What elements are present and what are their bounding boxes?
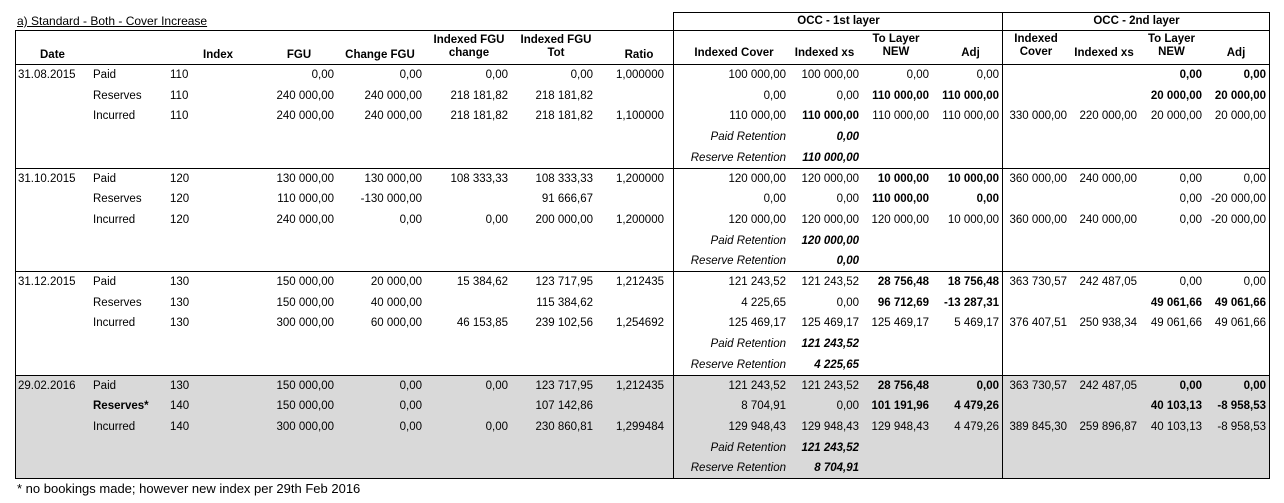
table-cell-index: 130	[170, 276, 190, 288]
table-cell-l2-indexed-cover: 376 407,51	[1009, 317, 1067, 330]
table-cell-indexed-fgu-tot: 123 717,95	[535, 276, 593, 288]
table-cell-l1-indexed-xs: 121 243,52	[801, 276, 859, 288]
table-cell-change-fgu: 130 000,00	[364, 172, 422, 185]
table-cell-index: 130	[170, 379, 190, 392]
retention-label: Paid Retention	[710, 441, 786, 454]
table-cell-l1-indexed-cover: 125 469,17	[728, 317, 786, 330]
col-header-date: Date	[40, 49, 65, 61]
table-cell-change-fgu: 60 000,00	[370, 317, 422, 330]
table-cell-ratio: 1,200000	[616, 172, 664, 185]
table-cell-l1-indexed-cover: 0,00	[763, 89, 786, 102]
table-cell-l1-indexed-cover: 110 000,00	[729, 110, 786, 123]
table-cell-indexed-fgu-tot: 218 181,82	[535, 110, 593, 123]
table-cell-indexed-fgu-tot: 200 000,00	[535, 213, 593, 226]
table-cell-l1-to-layer-new: 110 000,00	[872, 110, 929, 123]
table-cell-index: 120	[170, 172, 190, 185]
table-cell-fgu: 110 000,00	[277, 193, 334, 206]
table-cell-l1-indexed-xs: 121 243,52	[801, 379, 859, 392]
table-cell-l2-to-layer-new: 0,00	[1179, 193, 1202, 206]
table-cell-indexed-fgu-change: 46 153,85	[456, 317, 508, 330]
table-cell-l1-indexed-cover: 4 225,65	[741, 296, 786, 309]
table-cell-l2-adj: 0,00	[1243, 69, 1266, 81]
table-cell-indexed-fgu-change: 218 181,82	[450, 110, 508, 123]
table-cell-l1-adj: 18 756,48	[947, 276, 999, 288]
header-bottom-border	[15, 64, 1270, 65]
table-cell-l2-to-layer-new: 0,00	[1179, 213, 1202, 226]
occ2-left-border	[1002, 12, 1003, 478]
table-cell-l2-indexed-cover: 360 000,00	[1009, 172, 1067, 185]
table-cell-l2-indexed-cover: 363 730,57	[1009, 276, 1067, 288]
table-cell-l2-adj: -8 958,53	[1217, 420, 1266, 433]
table-cell-type: Incurred	[93, 110, 136, 123]
table-cell-ratio: 1,212435	[616, 276, 664, 288]
table-cell-ratio: 1,299484	[616, 420, 664, 433]
right-border	[1269, 12, 1270, 478]
table-cell-l1-indexed-xs: 100 000,00	[801, 69, 859, 81]
table-cell-l1-adj: 110 000,00	[942, 89, 999, 102]
table-cell-fgu: 0,00	[311, 69, 334, 81]
table-cell-l1-adj: 4 479,26	[954, 400, 999, 413]
table-cell-fgu: 300 000,00	[276, 317, 334, 330]
col-header-l1-adj: Adj	[961, 47, 980, 59]
col-header-l2-indexed-cover: Indexed Cover	[1014, 33, 1058, 58]
table-cell-indexed-fgu-change: 0,00	[485, 213, 508, 226]
table-cell-indexed-fgu-tot: 123 717,95	[535, 379, 593, 392]
table-cell-fgu: 150 000,00	[276, 400, 334, 413]
table-cell-l1-indexed-cover: 129 948,43	[728, 420, 786, 433]
table-cell-change-fgu: 0,00	[399, 213, 422, 226]
table-cell-change-fgu: 0,00	[399, 420, 422, 433]
table-cell-indexed-fgu-tot: 0,00	[570, 69, 593, 81]
table-cell-l1-adj: 0,00	[976, 193, 999, 206]
table-cell-l1-indexed-xs: 125 469,17	[801, 317, 859, 330]
retention-label: Reserve Retention	[690, 462, 786, 475]
table-cell-fgu: 130 000,00	[276, 172, 334, 185]
table-cell-change-fgu: 0,00	[399, 69, 422, 81]
table-cell-l1-indexed-xs: 0,00	[836, 255, 859, 268]
table-cell-l1-to-layer-new: 129 948,43	[871, 420, 929, 433]
table-cell-l1-indexed-cover: 120 000,00	[728, 172, 786, 185]
table-cell-type: Incurred	[93, 213, 136, 226]
table-cell-l1-indexed-xs: 110 000,00	[802, 110, 859, 123]
col-header-ratio: Ratio	[624, 49, 654, 61]
table-cell-index: 110	[170, 69, 189, 81]
table-cell-l1-indexed-xs: 120 000,00	[801, 234, 859, 247]
table-cell-indexed-fgu-change: 15 384,62	[456, 276, 508, 288]
table-cell-date: 31.08.2015	[18, 69, 76, 81]
table-cell-type: Reserves	[93, 296, 142, 309]
col-header-l1-indexed-cover: Indexed Cover	[694, 47, 774, 59]
table-cell-indexed-fgu-tot: 108 333,33	[535, 172, 593, 185]
table-cell-index: 140	[170, 400, 190, 413]
table-cell-l1-to-layer-new: 28 756,48	[877, 276, 929, 288]
table-cell-l1-to-layer-new: 110 000,00	[872, 193, 929, 206]
block-separator	[15, 271, 1270, 272]
occ1-left-border	[673, 12, 674, 478]
table-cell-l1-adj: 0,00	[976, 379, 999, 392]
table-cell-l2-to-layer-new: 20 000,00	[1150, 89, 1202, 102]
table-cell-l1-adj: 10 000,00	[947, 172, 999, 185]
table-cell-l2-adj: -20 000,00	[1211, 193, 1266, 206]
table-cell-indexed-fgu-change: 108 333,33	[450, 172, 508, 185]
table-cell-fgu: 150 000,00	[276, 379, 334, 392]
table-cell-indexed-fgu-tot: 230 860,81	[535, 420, 593, 433]
table-cell-change-fgu: 20 000,00	[370, 276, 422, 288]
table-cell-l1-indexed-xs: 0,00	[836, 131, 859, 144]
col-header-l2-to-layer-new: To Layer NEW	[1147, 33, 1196, 58]
table-cell-l1-indexed-cover: 0,00	[763, 193, 786, 206]
table-cell-change-fgu: 240 000,00	[364, 110, 422, 123]
table-cell-fgu: 240 000,00	[276, 213, 334, 226]
table-cell-l1-indexed-cover: 121 243,52	[728, 276, 786, 288]
table-cell-l2-to-layer-new: 0,00	[1179, 276, 1202, 288]
table-cell-l2-indexed-xs: 240 000,00	[1079, 172, 1137, 185]
block-separator	[15, 375, 1270, 376]
table-cell-l2-indexed-xs: 259 896,87	[1079, 420, 1137, 433]
table-cell-l2-to-layer-new: 0,00	[1179, 69, 1202, 81]
table-cell-l2-adj: 49 061,66	[1214, 317, 1266, 330]
table-cell-l2-to-layer-new: 0,00	[1179, 379, 1202, 392]
table-cell-l2-indexed-cover: 330 000,00	[1009, 110, 1067, 123]
table-cell-l1-to-layer-new: 125 469,17	[871, 317, 929, 330]
table-cell-date: 31.10.2015	[18, 172, 76, 185]
table-cell-l1-indexed-cover: 100 000,00	[728, 69, 786, 81]
table-cell-change-fgu: 0,00	[399, 379, 422, 392]
table-cell-l2-to-layer-new: 49 061,66	[1150, 296, 1202, 309]
table-cell-indexed-fgu-tot: 107 142,86	[535, 400, 593, 413]
table-cell-l1-to-layer-new: 10 000,00	[877, 172, 929, 185]
table-cell-fgu: 300 000,00	[276, 420, 334, 433]
table-cell-l1-to-layer-new: 101 191,96	[871, 400, 929, 413]
col-header-fgu: FGU	[286, 49, 312, 61]
table-cell-l1-indexed-xs: 4 225,65	[814, 358, 859, 371]
table-cell-l1-indexed-cover: 120 000,00	[728, 213, 786, 226]
retention-label: Reserve Retention	[690, 255, 786, 268]
table-cell-l1-to-layer-new: 0,00	[906, 69, 929, 81]
table-cell-l1-indexed-xs: 121 243,52	[801, 441, 859, 454]
table-cell-l2-adj: 49 061,66	[1214, 296, 1266, 309]
table-cell-type: Reserves*	[93, 400, 149, 413]
table-cell-indexed-fgu-change: 0,00	[485, 69, 508, 81]
table-cell-indexed-fgu-tot: 115 384,62	[536, 296, 593, 309]
table-cell-l1-indexed-xs: 0,00	[836, 193, 859, 206]
retention-label: Reserve Retention	[690, 151, 786, 164]
table-cell-l1-indexed-xs: 0,00	[836, 296, 859, 309]
table-cell-index: 110	[170, 110, 189, 123]
col-header-l1-to-layer-new: To Layer NEW	[872, 33, 920, 58]
group-header-occ1: OCC - 1st layer	[797, 15, 880, 27]
table-cell-change-fgu: 240 000,00	[364, 89, 422, 102]
table-cell-l2-to-layer-new: 0,00	[1179, 172, 1202, 185]
table-cell-l2-to-layer-new: 40 103,13	[1150, 420, 1202, 433]
table-cell-l2-indexed-xs: 242 487,05	[1079, 379, 1137, 392]
table-cell-type: Incurred	[93, 317, 136, 330]
table-cell-l2-adj: -20 000,00	[1211, 213, 1266, 226]
table-cell-type: Incurred	[93, 420, 136, 433]
table-cell-index: 140	[170, 420, 190, 433]
top-border-occ	[674, 12, 1270, 13]
table-cell-l1-adj: 110 000,00	[942, 110, 999, 123]
table-cell-l1-to-layer-new: 96 712,69	[877, 296, 929, 309]
table-cell-l2-adj: -8 958,53	[1217, 400, 1266, 413]
table-cell-ratio: 1,212435	[616, 379, 664, 392]
table-cell-l2-adj: 0,00	[1243, 276, 1266, 288]
col-header-indexed-fgu-tot: Indexed FGU Tot	[520, 34, 592, 59]
col-header-index: Index	[203, 49, 234, 61]
retention-label: Paid Retention	[710, 131, 786, 144]
table-cell-l1-indexed-xs: 120 000,00	[801, 213, 859, 226]
retention-label: Paid Retention	[710, 338, 786, 351]
table-cell-indexed-fgu-tot: 218 181,82	[535, 89, 593, 102]
table-cell-l1-adj: 0,00	[976, 69, 999, 81]
col-header-l1-indexed-xs: Indexed xs	[794, 47, 855, 59]
table-cell-type: Paid	[93, 379, 117, 392]
left-border	[15, 30, 16, 478]
retention-label: Paid Retention	[710, 234, 786, 247]
table-cell-indexed-fgu-tot: 91 666,67	[541, 193, 593, 206]
table-cell-l2-to-layer-new: 49 061,66	[1150, 317, 1202, 330]
table-cell-l1-adj: -13 287,31	[944, 296, 999, 309]
table-cell-l1-to-layer-new: 28 756,48	[877, 379, 929, 392]
table-cell-index: 130	[170, 296, 190, 309]
table-cell-l2-indexed-cover: 363 730,57	[1009, 379, 1067, 392]
table-cell-ratio: 1,100000	[616, 110, 664, 123]
table-cell-index: 120	[170, 213, 190, 226]
table-cell-change-fgu: 0,00	[399, 400, 422, 413]
table-cell-l1-indexed-xs: 121 243,52	[801, 338, 859, 351]
table-cell-index: 130	[170, 317, 190, 330]
table-cell-l2-indexed-xs: 242 487,05	[1079, 276, 1137, 288]
table-cell-change-fgu: -130 000,00	[360, 193, 422, 206]
table-cell-l1-indexed-xs: 0,00	[836, 89, 859, 102]
sheet-title: a) Standard - Both - Cover Increase	[17, 14, 208, 28]
table-cell-index: 120	[170, 193, 190, 206]
table-cell-date: 29.02.2016	[18, 379, 76, 392]
col-header-indexed-fgu-change: Indexed FGU change	[433, 34, 505, 59]
table-cell-type: Paid	[93, 276, 117, 288]
table-cell-fgu: 240 000,00	[276, 89, 334, 102]
table-cell-ratio: 1,200000	[616, 213, 664, 226]
table-cell-ratio: 1,000000	[616, 69, 664, 81]
table-cell-l1-adj: 5 469,17	[954, 317, 999, 330]
table-cell-l1-to-layer-new: 110 000,00	[872, 89, 929, 102]
table-cell-indexed-fgu-change: 0,00	[485, 420, 508, 433]
table-cell-index: 110	[170, 89, 189, 102]
table-cell-l1-adj: 4 479,26	[954, 420, 999, 433]
table-cell-l2-adj: 20 000,00	[1214, 110, 1266, 123]
table-cell-l2-adj: 0,00	[1243, 172, 1266, 185]
table-cell-l1-indexed-xs: 110 000,00	[802, 151, 859, 164]
table-cell-l1-to-layer-new: 120 000,00	[871, 213, 929, 226]
table-cell-l1-indexed-cover: 121 243,52	[728, 379, 786, 392]
table-cell-l2-adj: 0,00	[1243, 379, 1266, 392]
table-cell-fgu: 240 000,00	[276, 110, 334, 123]
table-cell-l1-indexed-xs: 8 704,91	[814, 462, 859, 475]
table-cell-l2-indexed-xs: 250 938,34	[1079, 317, 1137, 330]
table-cell-l1-indexed-cover: 8 704,91	[741, 400, 786, 413]
table-cell-ratio: 1,254692	[616, 317, 664, 330]
table-cell-l1-indexed-xs: 0,00	[836, 400, 859, 413]
table-cell-l1-adj: 10 000,00	[947, 213, 999, 226]
table-cell-type: Paid	[93, 69, 117, 81]
col-header-change-fgu: Change FGU	[345, 49, 415, 61]
col-header-l2-indexed-xs: Indexed xs	[1074, 47, 1134, 59]
col-header-l2-adj: Adj	[1226, 47, 1246, 59]
table-cell-indexed-fgu-change: 0,00	[485, 379, 508, 392]
table-cell-date: 31.12.2015	[18, 276, 76, 288]
table-cell-l2-adj: 20 000,00	[1214, 89, 1266, 102]
table-cell-fgu: 150 000,00	[276, 296, 334, 309]
table-cell-fgu: 150 000,00	[276, 276, 334, 288]
table-cell-l2-indexed-xs: 220 000,00	[1079, 110, 1137, 123]
block-separator	[15, 168, 1270, 169]
table-cell-l1-indexed-xs: 120 000,00	[801, 172, 859, 185]
table-cell-type: Reserves	[93, 193, 142, 206]
table-cell-type: Reserves	[93, 89, 142, 102]
table-cell-l2-to-layer-new: 40 103,13	[1150, 400, 1202, 413]
table-cell-indexed-fgu-change: 218 181,82	[450, 89, 508, 102]
table-cell-l2-indexed-xs: 240 000,00	[1079, 213, 1137, 226]
table-cell-change-fgu: 40 000,00	[370, 296, 422, 309]
header-top-border	[15, 30, 1270, 31]
table-cell-l2-indexed-cover: 389 845,30	[1009, 420, 1067, 433]
footnote: * no bookings made; however new index per 29th Feb 2016	[17, 481, 361, 496]
table-cell-l2-to-layer-new: 20 000,00	[1150, 110, 1202, 123]
table-cell-l1-indexed-xs: 129 948,43	[801, 420, 859, 433]
table-bottom-border	[15, 478, 1270, 479]
table-cell-indexed-fgu-tot: 239 102,56	[535, 317, 593, 330]
table-cell-l2-indexed-cover: 360 000,00	[1009, 213, 1067, 226]
table-cell-type: Paid	[93, 172, 117, 185]
retention-label: Reserve Retention	[690, 358, 786, 371]
group-header-occ2: OCC - 2nd layer	[1093, 15, 1180, 27]
